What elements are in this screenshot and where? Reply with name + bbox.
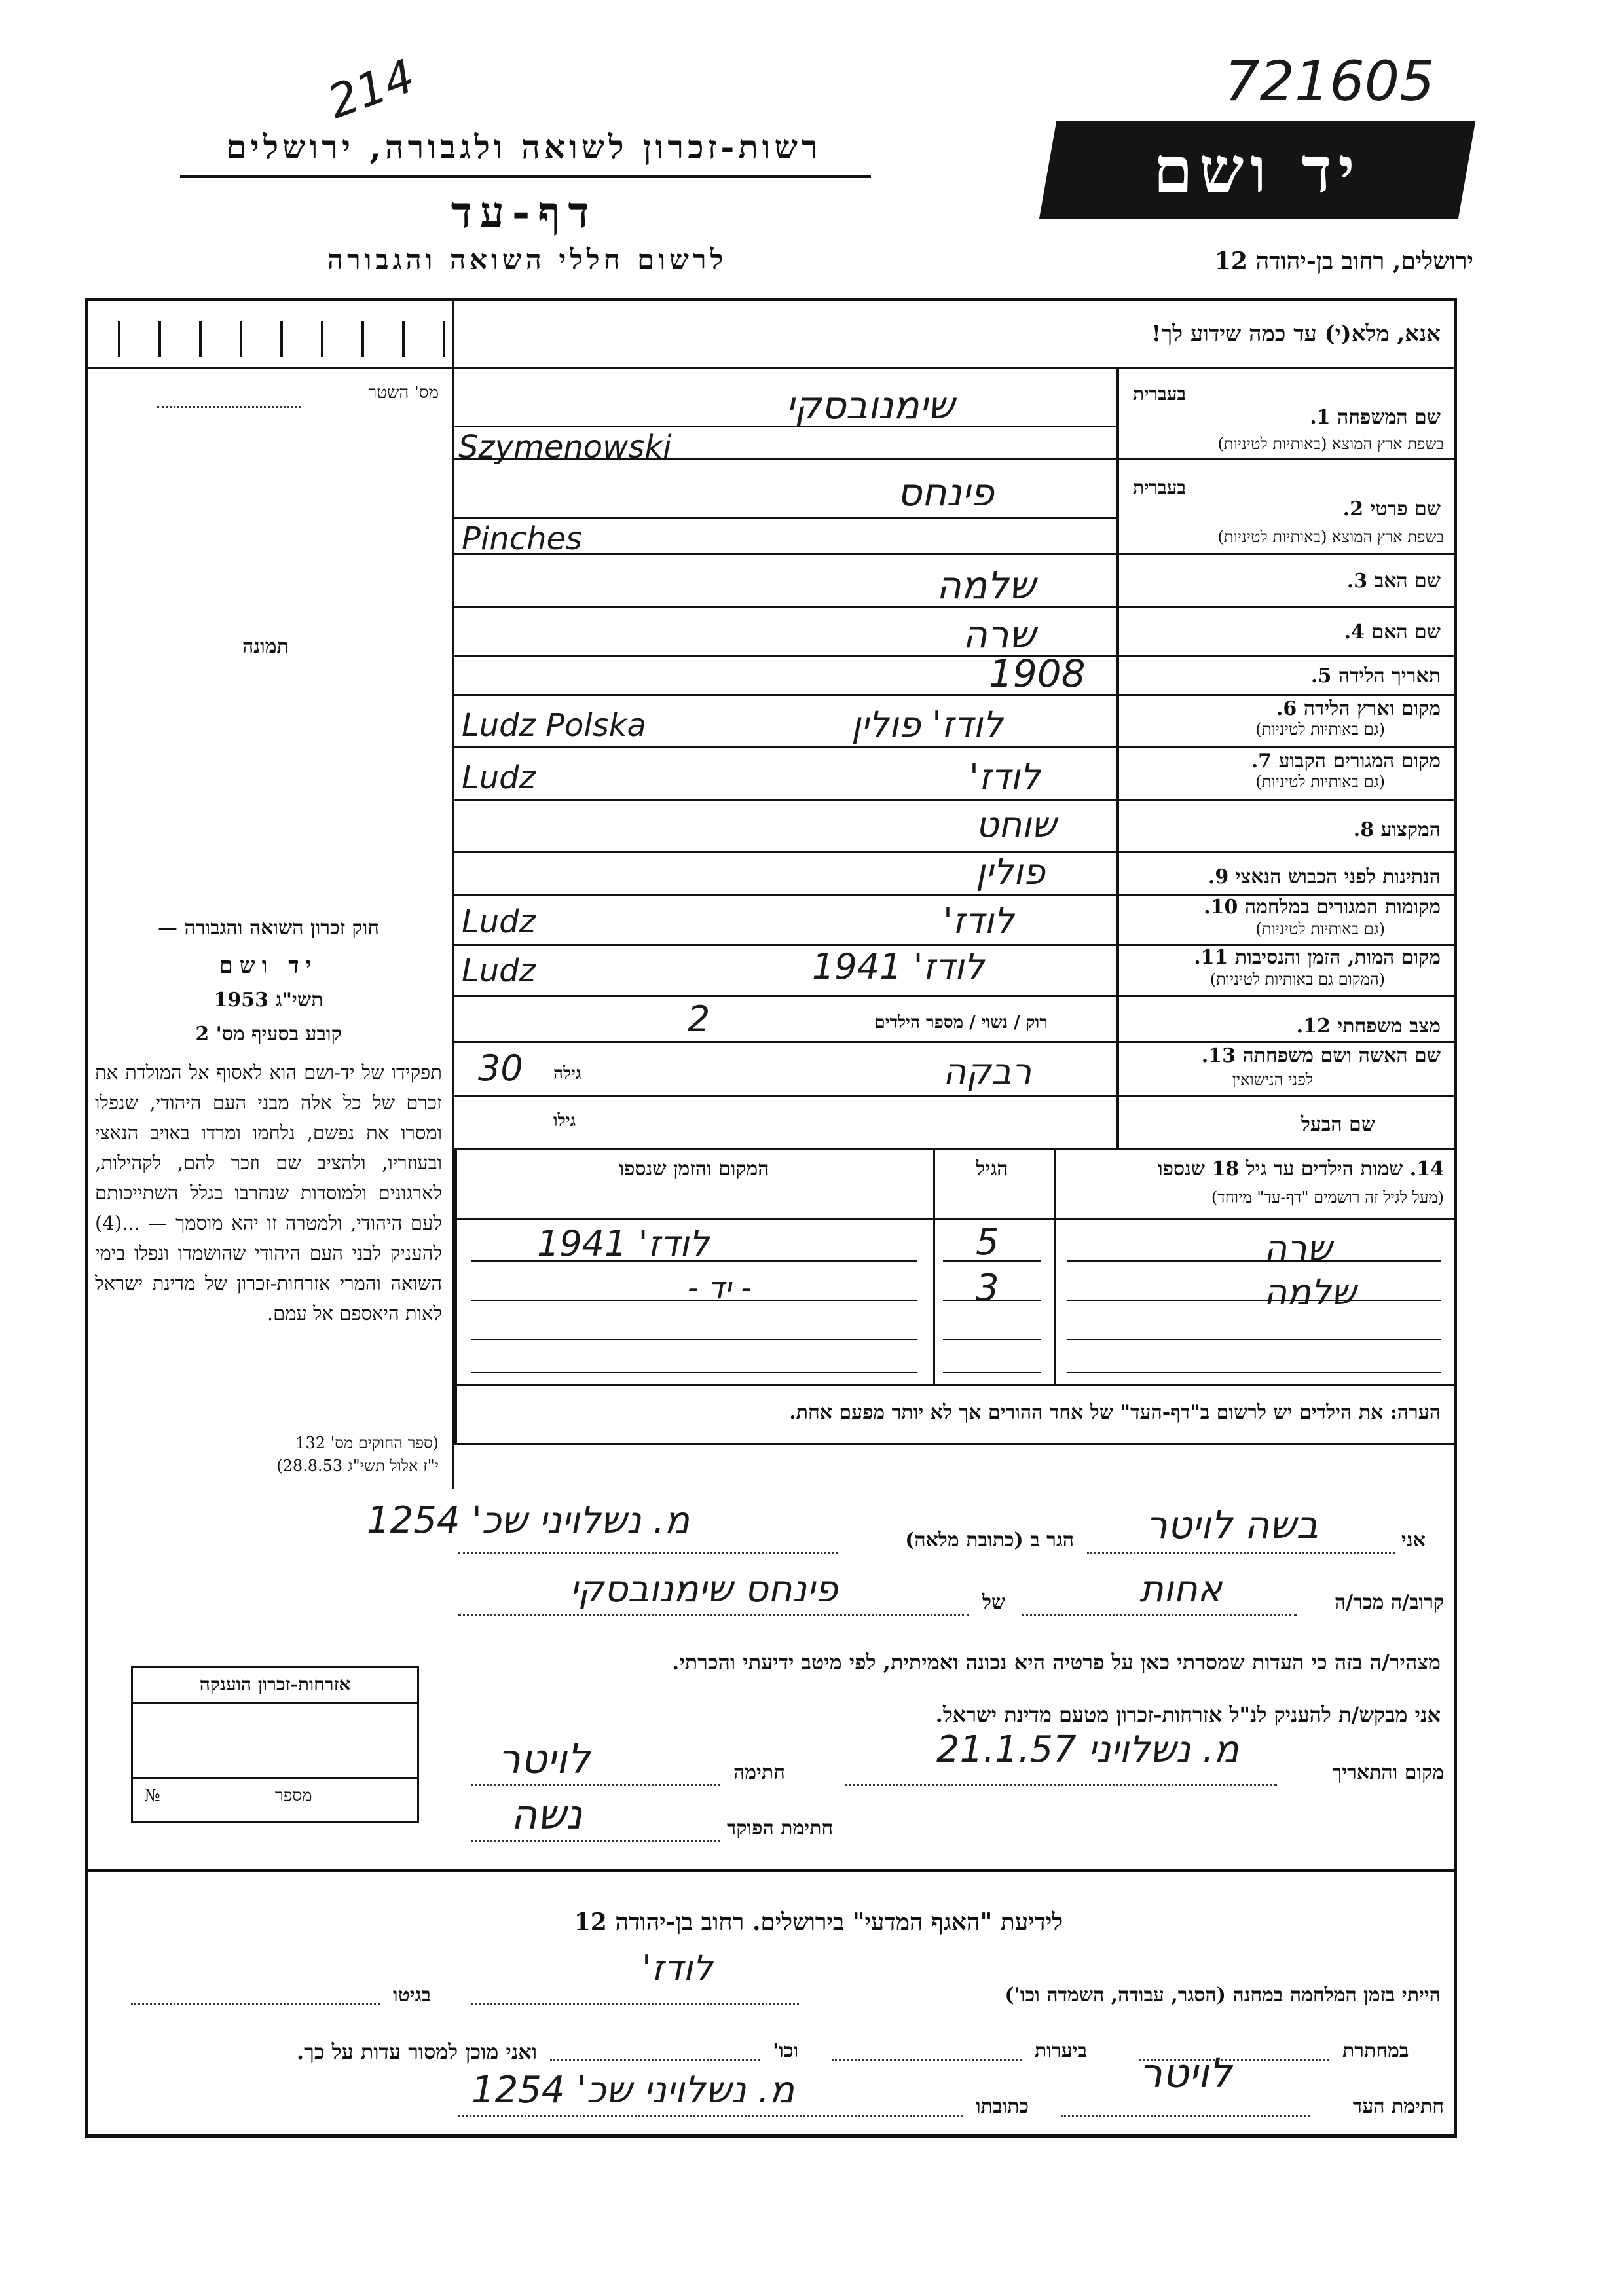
field-11-value-latin: Ludz (462, 953, 536, 989)
field-5-label: תאריך הלידה 5. (1311, 665, 1441, 687)
footer-forests-label: ביערות (1035, 2039, 1088, 2062)
field-1-sub: בשפת ארץ המוצא (באותיות לטיניות) (1217, 435, 1444, 453)
field-7-sub: (גם באותיות לטיניות) (1255, 773, 1385, 791)
children-col-place: המקום והזמן שנספו (619, 1157, 769, 1180)
decl-clerk-label: חתימת הפוקד (727, 1817, 834, 1840)
decl-of-label: של (982, 1591, 1006, 1614)
husband-label: שם הבעל (1301, 1113, 1375, 1136)
field-12-label: מצב משפחתי 12. (1296, 1015, 1441, 1038)
field-10-sub: (גם באותיות לטיניות) (1255, 920, 1385, 938)
law-line2: יד ושם (219, 953, 318, 979)
field-6-sub: (גם באותיות לטיניות) (1255, 720, 1385, 738)
children-subtitle: (מעל לגיל זה רושמים "דף-עד" מיוחד) (1211, 1188, 1444, 1207)
child-2-place: - יד - (688, 1270, 752, 1305)
field-9-label: הנתינות לפני הכבוש הנאצי 9. (1208, 866, 1441, 888)
form-title: דף-עד (451, 187, 597, 238)
org-title: רשות-זכרון לשואה ולגבורה, ירושלים (226, 128, 822, 166)
footer-title: לידיעת "האגף המדעי" בירושלים. רחוב בן-יהודה 12 (574, 1908, 1063, 1936)
citizenship-title: אזרחות-זכרון הוענקה (199, 1673, 351, 1695)
field-2-sub: בשפת ארץ המוצא (באותיות לטיניות) (1217, 528, 1444, 546)
decl-relation: אחות (1139, 1568, 1223, 1611)
field-9-value: פולין (976, 851, 1045, 892)
decl-request: אני מבקש/ת להעניק לנ"ל אזרחות-זכרון מטעם מדינת ישראל. (935, 1702, 1441, 1727)
decl-signature-label: חתימה (733, 1761, 785, 1784)
child-1-place: לודז' 1941 (537, 1223, 710, 1264)
field-1-value-latin: Szymenowski (458, 429, 672, 465)
decl-clerk-value: נשה (511, 1791, 583, 1838)
photo-label: תמונה (242, 635, 289, 658)
footer-ready-label: ואני מוכן למסור עדות על כך. (296, 2039, 537, 2064)
child-2-age: 3 (976, 1267, 999, 1309)
field-1-value-he: שימנובסקי (786, 383, 955, 428)
law-body: תפקידו של יד-ושם הוא לאסוף אל המולדת את זכרם של כל אלה מבני העם היהודי, שנפלו ומסרו את נפשם, נלחמו ומרדו באויב הנאצי ובעוזריו, ולהציב שם וזכר להם, לקהילות, לארגונים ולמוסדות שנחרבו בגלל השתייכותם לעם היהודי, ולמטרה זו יהא מוסמך — ...(4) להעניק לבני העם היהודי שהושמדו ונפלו בימי השואה והמרי אזרחות-זכרון של מדינת ישראל לאות היאספם אל עמם. (95, 1061, 442, 1324)
field-4-label: שם האם 4. (1344, 621, 1441, 644)
title-rule (180, 175, 871, 178)
children-note: הערה: את הילדים יש לרשום ב"דף-העד" של אחד ההורים אך לא יותר מפעם אחת. (789, 1401, 1441, 1424)
field-1-label: שם המשפחה 1. (1310, 406, 1441, 429)
field-2-label: שם פרטי 2. (1342, 498, 1441, 520)
field-7-value-he: לודז' (969, 756, 1041, 797)
field-11-label: מקום המות, הזמן והנסיבות 11. (1194, 946, 1441, 969)
field-5-value: 1908 (989, 651, 1086, 696)
citizenship-no-label: № (144, 1786, 160, 1806)
decl-of-name: פינחס שימנובסקי (570, 1568, 838, 1611)
field-6-value-latin: Ludz Polska (462, 707, 646, 744)
decl-living-label: הגר ב (כתובת מלאה) (905, 1529, 1074, 1552)
law-title: חוק זכרון השואה והגבורה — (158, 917, 379, 939)
footer-etc-label: וכו' (773, 2039, 799, 2062)
footer-address-label: כתובתו (976, 2095, 1029, 2118)
cert-label (111, 383, 439, 403)
header-address: ירושלים, רחוב בן-יהודה 12 (1214, 247, 1473, 275)
field-11-value-he: לודז' 1941 (812, 946, 985, 987)
decl-statement: מצהיר/ה בזה כי העדות שמסרתי כאן על פרטיה היא נכונה ואמיתית, לפי מיטב ידיעתי והכרתי. (672, 1650, 1441, 1675)
child-1-name: שרה (1264, 1228, 1333, 1269)
corner-number: 214 (321, 48, 422, 130)
top-number: 721605 (1225, 49, 1435, 113)
instruction: אנא, מלא(י) עד כמה שידוע לך! (1151, 321, 1441, 347)
wife-age-label: גילה (553, 1064, 581, 1084)
law-ref-2: י"ז אלול תשי"ג 28.8.53) (276, 1457, 439, 1475)
field-8-value: שוחט (976, 804, 1057, 845)
field-13-sub: לפני הנישואין (1232, 1070, 1313, 1089)
decl-place-date-label: מקום והתאריך (1332, 1761, 1444, 1784)
tally-marks (118, 321, 445, 357)
citizenship-number-label: מספר (275, 1786, 312, 1806)
decl-place-date-value: מ. נשלויני 21.1.57 (936, 1728, 1239, 1771)
footer-witness-value: לויטר (1139, 2049, 1232, 2097)
child-1-age: 5 (976, 1221, 999, 1264)
field-6-label: מקום וארץ הלידה 6. (1276, 697, 1441, 720)
wife-age-value: 30 (478, 1048, 523, 1089)
child-2-name: שלמה (1264, 1271, 1356, 1313)
field-3-value: שלמה (936, 563, 1036, 608)
field-10-value-he: לודז' (943, 900, 1014, 941)
law-line4: קובע בסעיף מס' 2 (195, 1023, 342, 1046)
field-10-value-latin: Ludz (462, 903, 536, 940)
law-line3: תשי"ג 1953 (213, 989, 323, 1011)
field-13-value: רבקה (943, 1051, 1032, 1092)
field-7-value-latin: Ludz (462, 759, 536, 796)
field-1-tag: בעברית (1133, 383, 1187, 405)
field-4-value: שרה (963, 612, 1036, 657)
field-3-label: שם האב 3. (1346, 570, 1441, 592)
yad-vashem-logo (1039, 121, 1475, 219)
footer-camp-value: לודז' (642, 1948, 713, 1989)
logo-text: יד ושם (1153, 133, 1361, 207)
field-2-value-latin: Pinches (462, 520, 583, 557)
field-8-label: המקצוע 8. (1353, 818, 1441, 841)
law-ref-1: (ספר החוקים מס' 132 (295, 1434, 439, 1452)
footer-camp-label: הייתי בזמן המלחמה במחנה (הסגר, עבודה, השמדה וכו') (1005, 1984, 1441, 2007)
field-12-options: רוק / נשוי / מספר הילדים (874, 1013, 1048, 1032)
husband-age-label: גילו (553, 1111, 576, 1131)
form-subtitle: לרשום חללי השואה והגבורה (327, 244, 728, 276)
cert-label-text: מס' השטר (368, 383, 439, 403)
footer-underground-label: במחתרת (1342, 2039, 1409, 2062)
children-col-age: הגיל (976, 1157, 1008, 1180)
children-title: 14. שמות הילדים עד גיל 18 שנספו (1157, 1157, 1444, 1180)
field-13-label: שם האשה ושם משפחתה 13. (1201, 1044, 1441, 1067)
field-11-sub: (המקום גם באותיות לטיניות) (1209, 970, 1385, 989)
field-2-value-he: פינחס (897, 470, 994, 515)
field-2-tag: בעברית (1133, 477, 1187, 498)
decl-address: מ. נשלויני שכ' 1254 (367, 1499, 690, 1542)
footer-address-value: מ. נשלויני שכ' 1254 (471, 2069, 795, 2111)
field-7-label: מקום המגורים הקבוע 7. (1251, 750, 1441, 773)
decl-signature-value: לויטר (498, 1735, 591, 1783)
decl-relative-label: קרוב/ה מכר/ה (1335, 1591, 1444, 1614)
field-12-value: 2 (688, 998, 710, 1040)
field-10-label: מקומות המגורים במלחמה 10. (1204, 896, 1441, 919)
field-6-value-he: לודז' פולין (851, 704, 1003, 745)
decl-i-name: בשה לויטר (1146, 1503, 1319, 1547)
footer-ghetto-label: בגיטו (393, 1984, 432, 2007)
decl-i-label: אני (1401, 1529, 1426, 1552)
footer-witness-label: חתימת העד (1352, 2095, 1444, 2118)
